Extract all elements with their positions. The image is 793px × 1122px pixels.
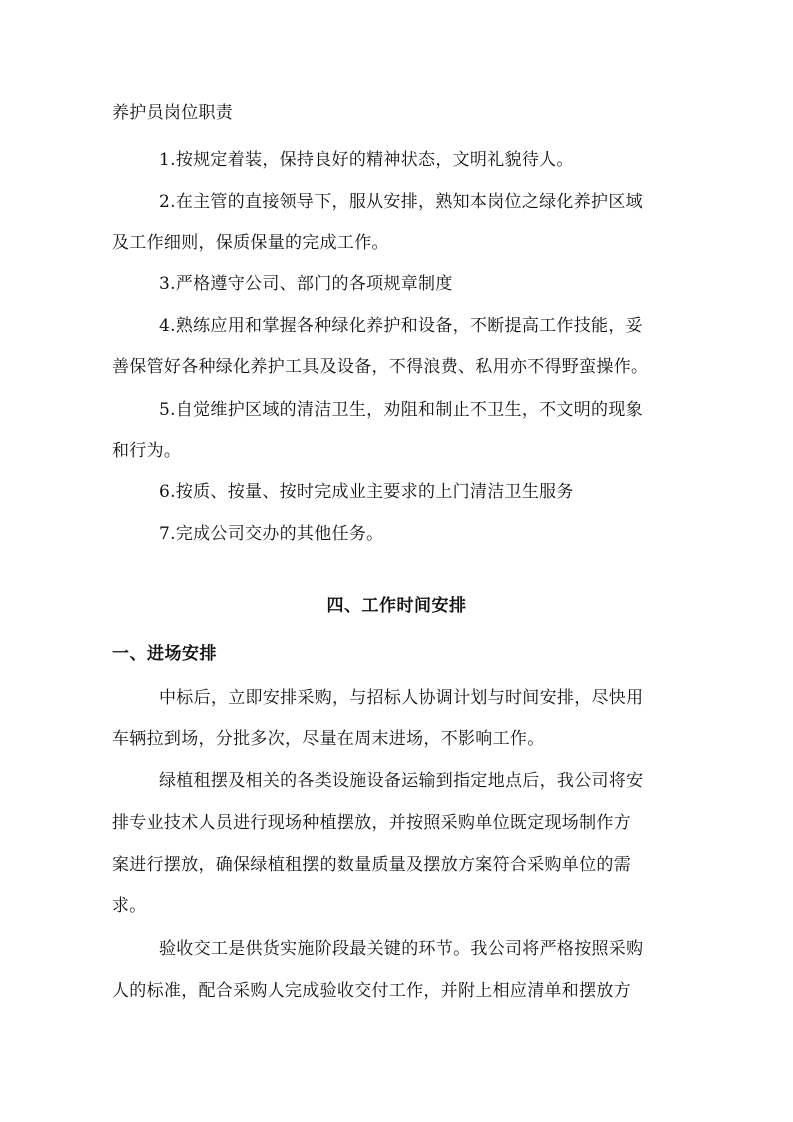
paragraph-3-line-2: 人的标准，配合采购人完成验收交付工作，并附上相应清单和摆放方 <box>112 981 631 1001</box>
paragraph-1-line-2: 车辆拉到场，分批多次，尽量在周末进场，不影响工作。 <box>112 729 545 749</box>
paragraph-2-line-4: 求。 <box>112 896 147 916</box>
duty-item-5-line-2: 和行为。 <box>112 441 182 461</box>
duty-item-5-line-1: 5.自觉维护区域的清洁卫生，劝阻和制止不卫生，不文明的现象 <box>159 400 643 420</box>
duty-item-2-line-2: 及工作细则，保质保量的完成工作。 <box>112 233 389 253</box>
duty-item-7-line-1: 7.完成公司交办的其他任务。 <box>159 524 384 544</box>
duty-item-4-line-2: 善保管好各种绿化养护工具及设备，不得浪费、私用亦不得野蛮操作。 <box>112 357 649 377</box>
paragraph-2-line-2: 排专业技术人员进行现场种植摆放，并按照采购单位既定现场制作方 <box>112 813 631 833</box>
paragraph-2-line-3: 案进行摆放，确保绿植租摆的数量质量及摆放方案符合采购单位的需 <box>112 855 631 875</box>
paragraph-2-line-1: 绿植租摆及相关的各类设施设备运输到指定地点后，我公司将安 <box>159 771 644 791</box>
duty-item-6-line-1: 6.按质、按量、按时完成业主要求的上门清洁卫生服务 <box>159 482 574 502</box>
duty-item-3-line-1: 3.严格遵守公司、部门的各项规章制度 <box>159 274 453 294</box>
duty-item-1-line-1: 1.按规定着装，保持良好的精神状态，文明礼貌待人。 <box>159 150 574 170</box>
chapter-heading: 四、工作时间安排 <box>326 596 467 616</box>
paragraph-1-line-1: 中标后，立即安排采购，与招标人协调计划与时间安排，尽快用 <box>159 688 644 708</box>
paragraph-3-line-1: 验收交工是供货实施阶段最关键的环节。我公司将严格按照采购 <box>159 939 644 959</box>
subheading: 一、进场安排 <box>112 644 217 664</box>
duty-item-4-line-1: 4.熟练应用和掌握各种绿化养护和设备，不断提高工作技能，妥 <box>159 316 643 336</box>
section-title: 养护员岗位职责 <box>112 103 234 123</box>
duty-item-2-line-1: 2.在主管的直接领导下，服从安排，熟知本岗位之绿化养护区域 <box>159 192 643 212</box>
